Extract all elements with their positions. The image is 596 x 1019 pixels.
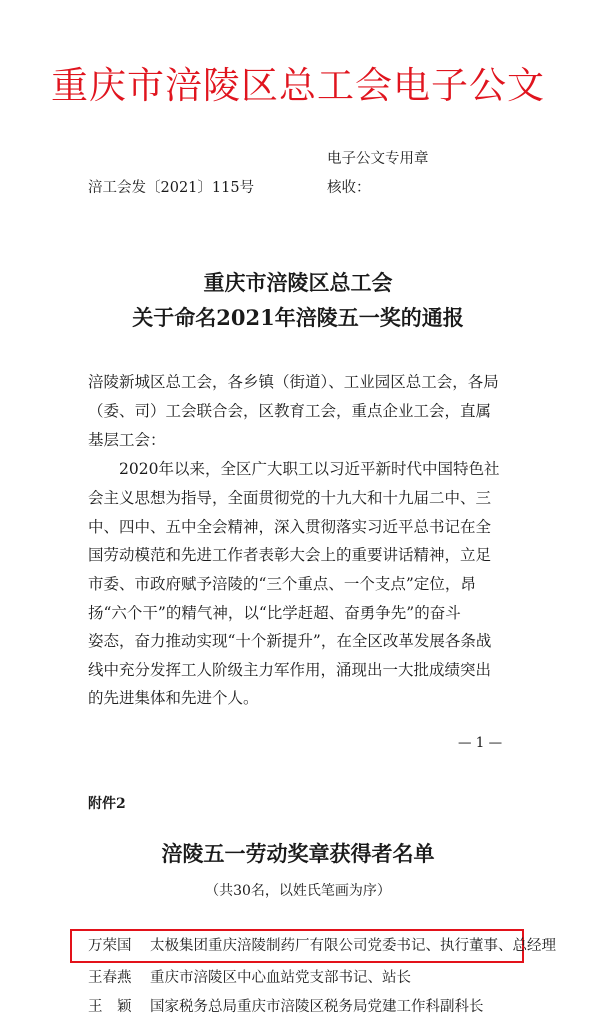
awardee-position: 太极集团重庆涪陵制药厂有限公司党委书记、执行董事、总经理 [150, 938, 556, 954]
reviewer-label: 核收： [327, 180, 371, 196]
body-line-6: 扬“六个干”的精气神，以“比学赶超、奋勇争先”的奋斗 [88, 604, 461, 622]
seal-label: 电子公文专用章 [327, 151, 429, 167]
addressee-line-2: （委、司）工会联合会，区教育工会，重点企业工会，直属 [88, 402, 492, 420]
awardee-position: 国家税务总局重庆市涪陵区税务局党建工作科副科长 [150, 999, 484, 1015]
document-title-line-1: 重庆市涪陵区总工会 [203, 270, 393, 295]
addressee-line-3: 基层工会： [88, 431, 166, 449]
document-title-line-2: 关于命名2021年涪陵五一奖的通报 [132, 305, 464, 330]
awardee-name: 王春燕 [88, 970, 132, 986]
body-line-1: 2020年以来，全区广大职工以习近平新时代中国特色社 [119, 460, 500, 478]
body-line-8: 线中充分发挥工人阶级主力军作用，涌现出一大批成绩突出 [88, 661, 492, 679]
body-line-2: 会主义思想为指导，全面贯彻党的十九大和十九届二中、三 [88, 489, 492, 507]
body-line-4: 国劳动模范和先进工作者表彰大会上的重要讲话精神，立足 [88, 546, 492, 564]
document-number: 涪工会发〔2021〕115号 [88, 180, 255, 196]
addressee-line-1: 涪陵新城区总工会，各乡镇（街道）、工业园区总工会，各局 [88, 373, 499, 391]
annex-label: 附件2 [88, 796, 126, 812]
body-line-7: 姿态，奋力推动实现“十个新提升”，在全区改革发展各条战 [88, 632, 492, 650]
page-number: — 1 — [458, 735, 503, 751]
awardee-name: 万荣国 [88, 938, 132, 954]
awardee-position: 重庆市涪陵区中心血站党支部书记、站长 [150, 970, 411, 986]
annex-subtitle: （共30名，以姓氏笔画为序） [205, 883, 391, 899]
awardee-name: 王 颖 [88, 999, 132, 1015]
annex-title: 涪陵五一劳动奖章获得者名单 [161, 841, 435, 866]
body-line-3: 中、四中、五中全会精神，深入贯彻落实习近平总书记在全 [88, 518, 492, 536]
body-line-9: 的先进集体和先进个人。 [88, 689, 259, 707]
body-line-5: 市委、市政府赋予涪陵的“三个重点、一个支点”定位，昂 [88, 575, 476, 593]
header-title: 重庆市涪陵区总工会电子公文 [51, 64, 545, 107]
